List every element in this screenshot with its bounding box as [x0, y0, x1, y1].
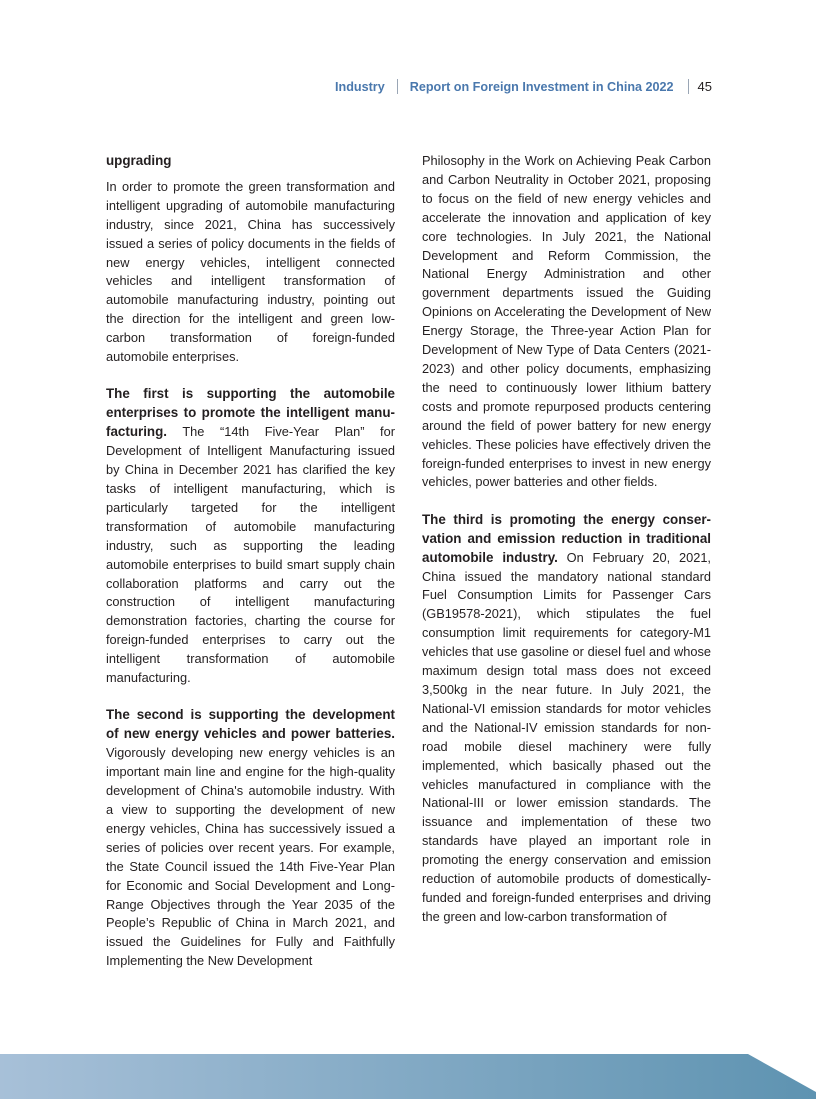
- footer-band: [0, 1054, 816, 1099]
- first-point-paragraph: [106, 385, 395, 688]
- subheading: upgrading: [106, 153, 172, 168]
- header-divider: [397, 79, 398, 94]
- second-point-paragraph: [106, 706, 395, 971]
- second-point-body: Vigorously developing new energy vehicles is an important main line and engine for the high-quality development of China's automobile industry. With a view to supporting the development of new energy vehicles, China has successively issued a series of policies over recent years. For example, the State Council issued the 14th Five-Year Plan for Economic and Social Development and Long-Range Objectives through the Year 2035 of the People’s Republic of China in March 2021, and issued the Guidelines for Fully and Faithfully Implementing the New Development: [106, 745, 395, 969]
- third-point-lead: The third is promoting the energy conservation and emission reduction in traditional automobile industry.: [422, 511, 711, 565]
- third-point-body: On February 20, 2021, China issued the mandatory national standard Fuel Consumption Limits for Passenger Cars (GB19578-2021), which stipulates the fuel consumption limit requirements for category-M1 vehicles that use gasoline or diesel fuel and whose maximum design total mass does not exceed 3,500kg in the near future. In July 2021, the National-VI emission standards for motor vehicles and the National-IV emission standards for non-road mobile diesel machinery were fully implemented, which basically phased out the vehicles manufactured in compliance with the National-III or lower emission standards. The issuance and implementation of these two standards have played an important role in promoting the energy conservation and emission reduction of automobile products of domestically-funded and foreign-funded enterprises and driving the green and low-carbon transformation of: [422, 549, 711, 924]
- left-column: [106, 152, 395, 990]
- running-header: [335, 79, 712, 94]
- page-number: 45: [697, 79, 712, 94]
- header-divider: [688, 79, 689, 94]
- right-column: [422, 152, 711, 945]
- header-section: Industry: [335, 79, 385, 94]
- second-point-lead: The second is supporting the development of new energy vehicles and power batteries.: [106, 707, 395, 742]
- first-point-lead: The first is supporting the automobile enterprises to promote the intelligent manufacturing.: [106, 386, 395, 440]
- continuation-paragraph: Philosophy in the Work on Achieving Peak Carbon and Carbon Neutrality in October 2021, proposing to focus on the field of new energy vehicles and accelerate the innovation and application of key core technologies. In July 2021, the National Development and Reform Commission, the National Energy Administration and other government departments issued the Guiding Opinions on Accelerating the Development of New Energy Storage, the Three-year Action Plan for Development of New Type of Data Centers (2021-2023) and other policy documents, emphasizing the need to continuously lower lithium battery costs and promote repurposed products centering around the field of power battery for new energy vehicles. These policies have effectively driven the foreign-funded enterprises to invest in new energy vehicles, power batteries and other fields.: [422, 153, 711, 490]
- footer-band-shape: [0, 1054, 816, 1099]
- header-title: Report on Foreign Investment in China 2022: [409, 79, 674, 94]
- intro-paragraph: In order to promote the green transformation and intelligent upgrading of automobile manufacturing industry, since 2021, China has successively issued a series of policy documents in the fields of new energy vehicles, intelligent connected vehicles and intelligent transformation of automobile manufacturing industry, pointing out the direction for the intelligent and green low-carbon transformation of foreign-funded automobile enterprises.: [106, 178, 395, 365]
- first-point-body: The “14th Five-Year Plan” for Development of Intelligent Manufacturing issued by China in December 2021 has clarified the key tasks of intelligent manufacturing, which is particularly targeted for the intelligent transformation of automobile manufacturing industry, such as supporting the leading automobile enterprises to build smart supply chain collaboration platforms and carry out the construction of intelligent manufacturing demonstration factories, charting the course for foreign-funded enterprises to carry out the intelligent transformation of automobile manufacturing.: [106, 424, 395, 686]
- third-point-paragraph: [422, 511, 711, 927]
